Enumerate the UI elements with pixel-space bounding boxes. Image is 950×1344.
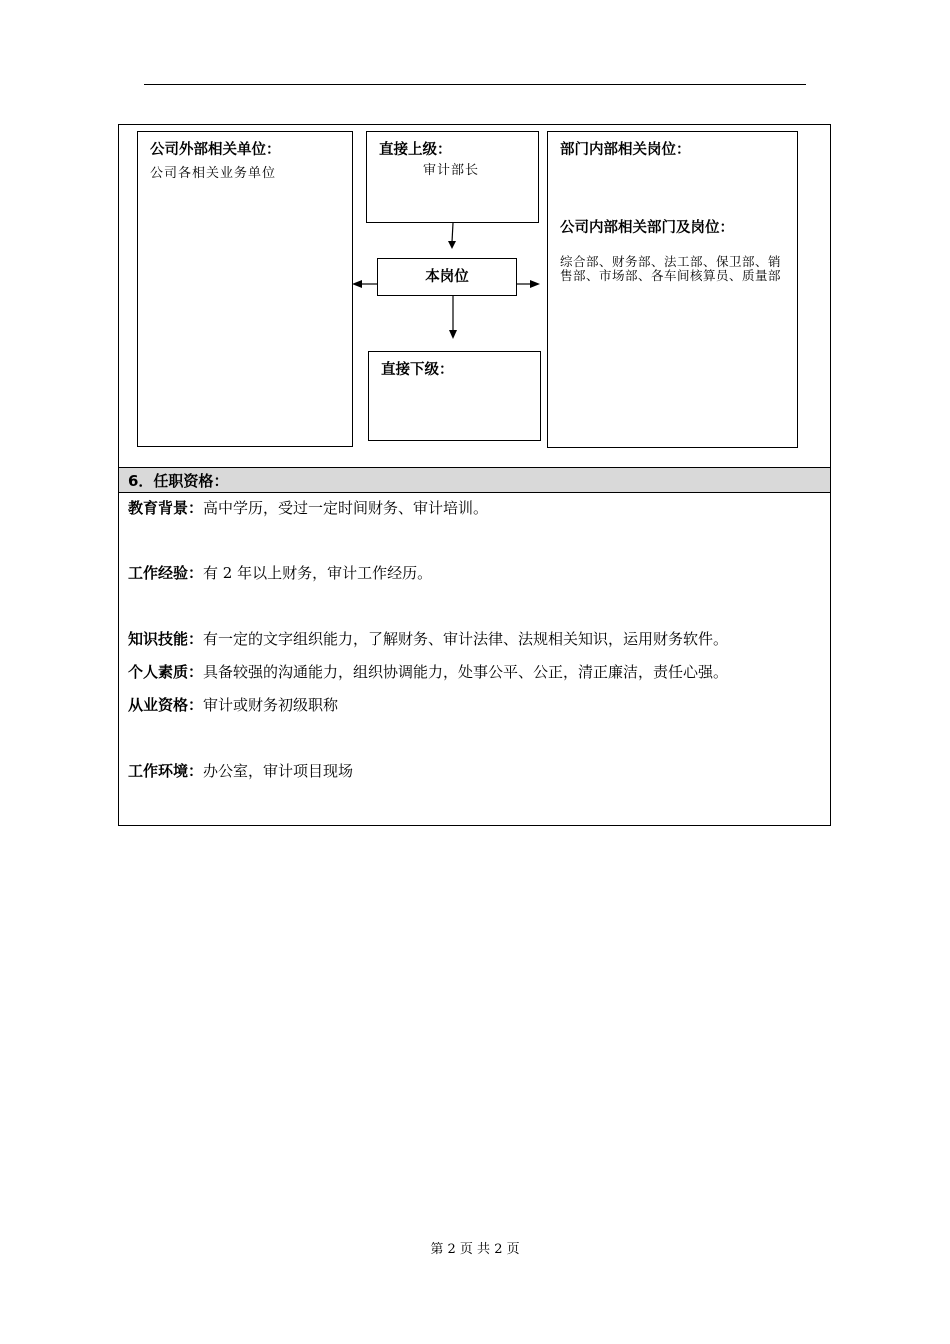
direct-superior-content: 审计部长 [423,163,480,178]
qualification-experience [128,562,432,583]
qualifications-section-title: 6．任职资格： [128,472,229,490]
skills-label: 知识技能： [128,630,204,648]
arrow-head-left [352,280,362,288]
experience-label: 工作经验： [128,564,204,582]
company-internal-content: 综合部、财务部、法工部、保卫部、销售部、市场部、各车间核算员、质量部 [560,254,782,283]
qualification-environment [128,760,353,781]
internal-dept-positions-title: 部门内部相关岗位： [560,142,691,158]
direct-superior-title: 直接上级： [379,142,452,158]
qualification-personal [128,661,728,682]
qualification-education [128,497,488,518]
arrow-head-down-1 [448,241,456,249]
experience-value: 有 2 年以上财务，审计工作经历。 [203,564,433,582]
direct-subordinate-title: 直接下级： [381,362,454,378]
personal-label: 个人素质： [128,663,204,681]
education-label: 教育背景： [128,499,204,517]
environment-value: 办公室，审计项目现场 [203,762,354,780]
qualification-skills [128,628,728,649]
arrow-superior-to-position [452,223,453,242]
certification-value: 审计或财务初级职称 [203,696,339,714]
org-chart-arrows [0,0,950,500]
page-number: 第 2 页 共 2 页 [430,1242,520,1257]
this-position-title: 本岗位 [425,269,469,285]
company-internal-title: 公司内部相关部门及岗位： [560,220,734,236]
personal-value: 具备较强的沟通能力，组织协调能力，处事公平、公正，清正廉洁，责任心强。 [203,663,729,681]
arrow-head-right [530,280,540,288]
environment-label: 工作环境： [128,762,204,780]
education-value: 高中学历，受过一定时间财务、审计培训。 [203,499,489,517]
certification-label: 从业资格： [128,696,204,714]
skills-value: 有一定的文字组织能力，了解财务、审计法律、法规相关知识，运用财务软件。 [203,630,729,648]
external-units-title: 公司外部相关单位： [150,142,281,158]
qualification-certification [128,694,338,715]
arrow-head-down-2 [449,330,457,339]
external-units-content: 公司各相关业务单位 [150,166,277,181]
